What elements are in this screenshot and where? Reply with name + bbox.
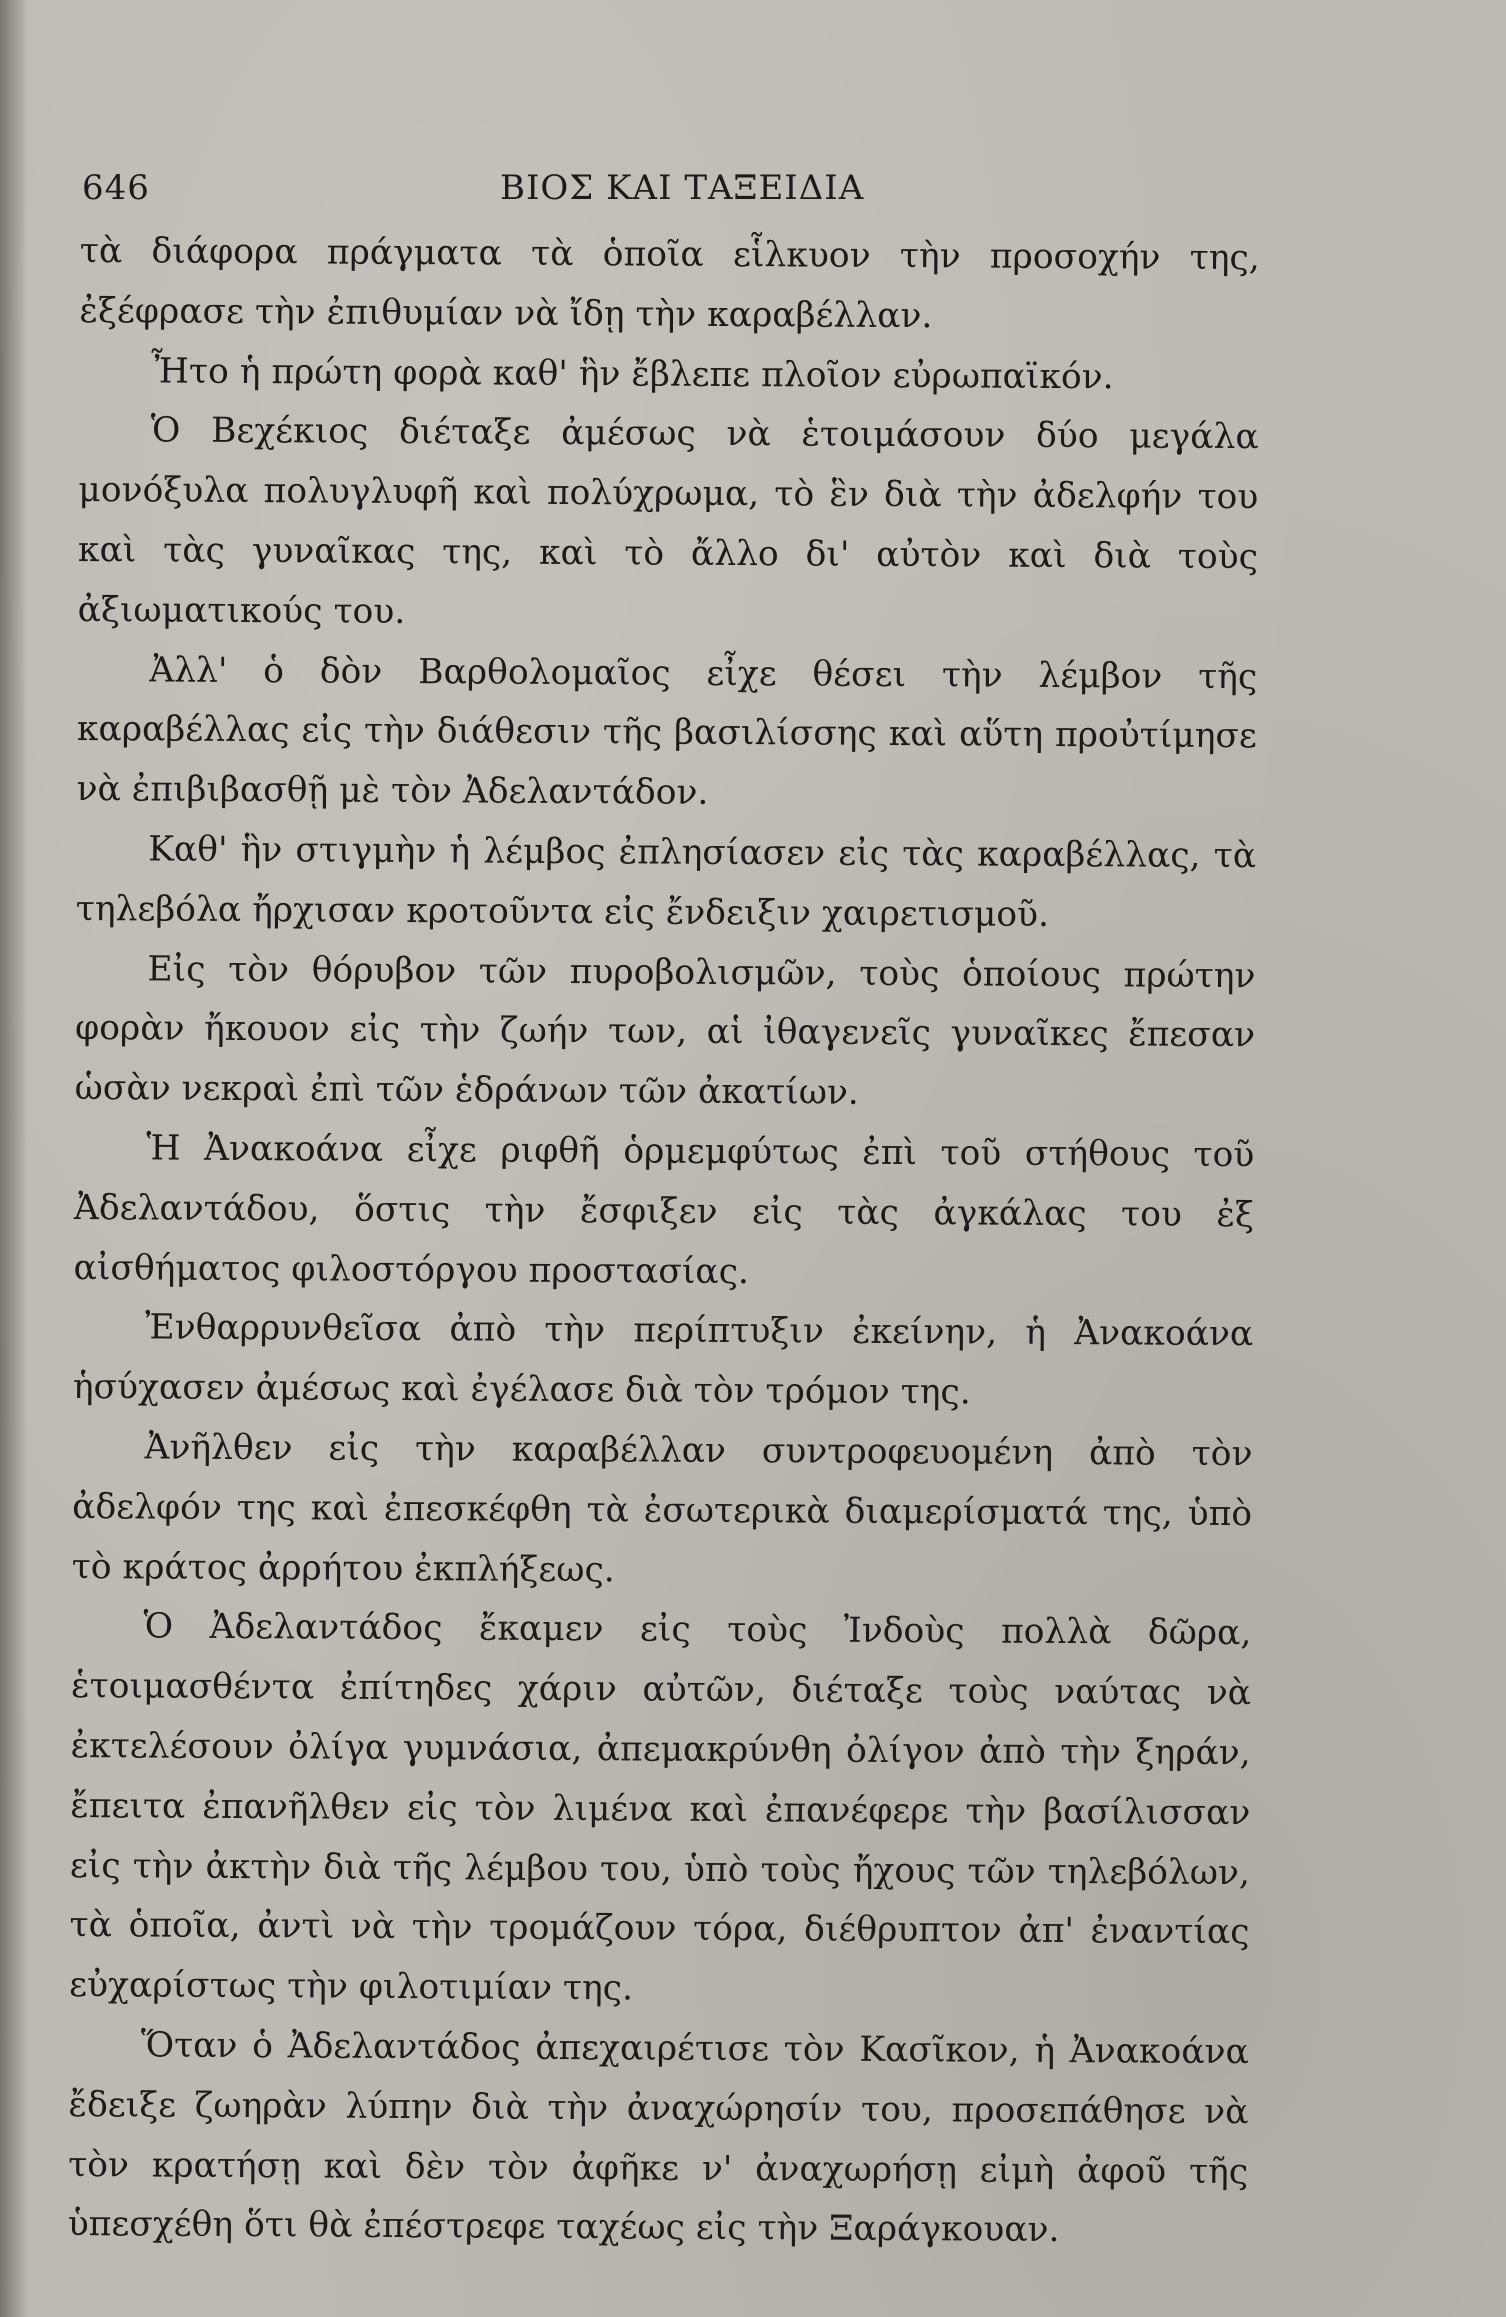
paragraph: Εἰς τὸν θόρυβον τῶν πυροβολισμῶν, τοὺς ὁποίους πρώτην φορὰν ἤκουον εἰς τὴν ζωήν των, αἱ ἰθαγενεῖς γυναῖκες ἔπεσαν ὡσὰν νεκραὶ ἐπὶ τῶν ἑδράνων τῶν ἀκατίων. xyxy=(74,948,1256,1113)
paragraph: Ἡ Ἀνακοάνα εἶχε ριφθῆ ὁρμεμφύτως ἐπὶ τοῦ στήθους τοῦ Ἀδελαντάδου, ὅστις τὴν ἔσφιξεν εἰς τὰς ἀγκάλας του ἐξ αἰσθήματος φιλοστόργου προστασίας. xyxy=(73,1128,1255,1292)
paragraph: Ὅταν ὁ Ἀδελαντάδος ἀπεχαιρέτισε τὸν Κασῖκον, ἡ Ἀνακοάνα ἔδειξε ζωηρὰν λύπην διὰ τὴν ἀναχώρησίν του, προσεπάθησε νὰ τὸν κρατήσῃ καὶ δὲν τὸν ἀφῆκε ν' ἀναχωρήσῃ εἰμὴ ἀφοῦ τῆς ὑπεσχέθη ὅτι θὰ ἐπέστρεφε ταχέως εἰς τὴν Ξαράγκουαν. xyxy=(67,2025,1249,2251)
page-number: 646 xyxy=(82,168,150,208)
paragraph: Ἐνθαρρυνθεῖσα ἀπὸ τὴν περίπτυξιν ἐκείνην, ἡ Ἀνακοάνα ἡσύχασεν ἀμέσως καὶ ἐγέλασε διὰ τὸν τρόμον της. xyxy=(72,1307,1254,1413)
paragraph: Ἀλλ' ὁ δὸν Βαρθολομαῖος εἶχε θέσει τὴν λέμβον τῆς καραβέλλας εἰς τὴν διάθεσιν τῆς βασιλίσσης καὶ αὕτη προὐτίμησε νὰ ἐπιβιβασθῇ μὲ τὸν Ἀδελαντάδον. xyxy=(76,650,1258,814)
paragraph: Ὁ Βεχέκιος διέταξε ἀμέσως νὰ ἑτοιμάσουν δύο μεγάλα μονόξυλα πολυγλυφῆ καὶ πολύχρωμα, τὸ ἓν διὰ τὴν ἀδελφήν του καὶ τὰς γυναῖκας της, καὶ τὸ ἄλλο δι' αὐτὸν καὶ διὰ τοὺς ἀξιωματικούς του. xyxy=(77,410,1259,632)
paragraph: Ὁ Ἀδελαντάδος ἔκαμεν εἰς τοὺς Ἰνδοὺς πολλὰ δῶρα, ἑτοιμασθέντα ἐπίτηδες χάριν αὐτῶν, διέταξε τοὺς ναύτας νὰ ἐκτελέσουν ὀλίγα γυμνάσια, ἀπεμακρύνθη ὀλίγον ἀπὸ τὴν ξηράν, ἔπειτα ἐπανῆλθεν εἰς τὸν λιμένα καὶ ἐπανέφερε τὴν βασίλισσαν εἰς τὴν ἀκτὴν διὰ τῆς λέμβου του, ὑπὸ τοὺς ἤχους τῶν τηλεβόλων, τὰ ὁποῖα, ἀντὶ νὰ τὴν τρομάζουν τόρα, διέθρυπτον ἀπ' ἐναντίας εὐχαρίστως τὴν φιλοτιμίαν της. xyxy=(69,1606,1252,2009)
gutter-shadow xyxy=(0,0,28,2317)
paragraph: Ἀνῆλθεν εἰς τὴν καραβέλλαν συντροφευομένη ἀπὸ τὸν ἀδελφόν της καὶ ἐπεσκέφθη τὰ ἐσωτερικὰ διαμερίσματά της, ὑπὸ τὸ κράτος ἀρρήτου ἐκπλήξεως. xyxy=(71,1427,1253,1590)
paragraph: τὰ διάφορα πράγματα τὰ ὁποῖα εἷλκυον τὴν προσοχήν της, ἐξέφρασε τὴν ἐπιθυμίαν νὰ ἴδῃ τὴν καραβέλλαν. xyxy=(79,230,1260,337)
body-text xyxy=(68,222,1260,2262)
running-title: ΒΙΟΣ ΚΑΙ ΤΑΞΕΙΔΙΑ xyxy=(500,168,865,208)
paragraph: Καθ' ἣν στιγμὴν ἡ λέμβος ἐπλησίασεν εἰς τὰς καραβέλλας, τὰ τηλεβόλα ἤρχισαν κροτοῦντα εἰς ἔνδειξιν χαιρετισμοῦ. xyxy=(75,829,1257,935)
paragraph: Ἦτο ἡ πρώτη φορὰ καθ' ἣν ἔβλεπε πλοῖον εὐρωπαϊκόν. xyxy=(150,351,1114,397)
